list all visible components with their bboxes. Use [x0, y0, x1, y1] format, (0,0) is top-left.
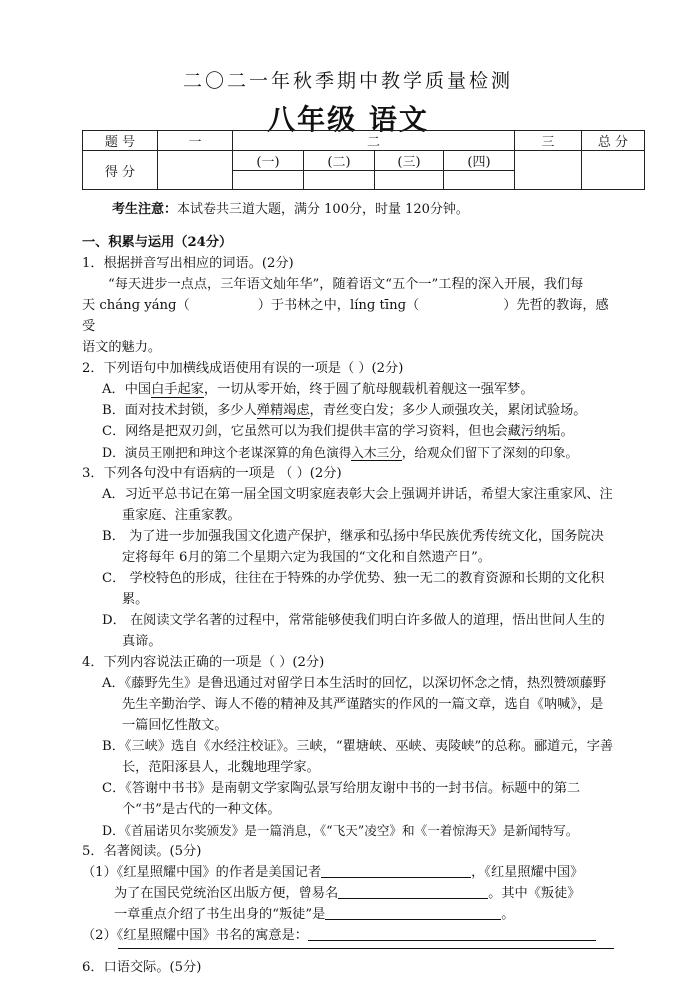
- q4-option-d: D．《首届诺贝尔奖颁发》是一篇消息，《“飞天”凌空》和《一着惊海天》是新闻特写。: [102, 823, 579, 838]
- q2-option-b-idiom: 殚精竭虑: [256, 403, 310, 418]
- q3-stem: 3．下列各句没中有语病的一项是 （ ）(2分): [82, 466, 342, 481]
- q3-option-c: C． 学校特色的形成，往往在于特殊的办学优势、独一无二的教育资源和长期的文化积累。: [102, 571, 605, 607]
- q1-text-a: 天 chánɡ yánɡ（: [82, 298, 190, 313]
- q5-stem: 5．名著阅读。(5分): [82, 844, 202, 859]
- exam-title: 二〇二一年秋季期中教学质量检测: [182, 70, 513, 92]
- q3-option-a: A．习近平总书记在第一届全国文明家庭表彰大会上强调并讲话，希望大家注重家风、注重家庭、注重家教。: [102, 487, 613, 523]
- score-subpart-3: (三): [375, 151, 444, 171]
- score-header-part3: 三: [515, 131, 582, 151]
- q1-stem: 1．根据拼音写出相应的词语。(2分): [82, 256, 294, 271]
- q4-option-b: B．《三峡》选自《水经注校证》。三峡，“瞿塘峡、巫峡、夷陵峡”的总称。郦道元，字善长，范阳涿县人，北魏地理学家。: [102, 739, 614, 775]
- exam-subject: 八年级 语文: [267, 103, 429, 136]
- score-cell-sub1[interactable]: [233, 171, 304, 190]
- q2-stem: 2．下列语句中加横线成语使用有误的一项是（ ）(2分): [82, 361, 404, 376]
- score-subpart-4: (四): [444, 151, 515, 171]
- q2-option-b: B．面对技术封锁，多少人殚精竭虑，青丝变白发；多少人顽强攻关，累闭试验场。: [102, 403, 587, 418]
- score-subpart-1: (一): [233, 151, 304, 171]
- q4-option-c: C．《答谢中书书》是南朝文学家陶弘景写给朋友谢中书的一封书信。标题中的第二个“书”是古代的一种文体。: [102, 781, 581, 817]
- q2-option-d-idiom: 入木三分: [351, 445, 402, 460]
- q5-blank-meaning-2[interactable]: [118, 948, 614, 949]
- exam-notice: [112, 198, 469, 217]
- q4-option-a: A．《藤野先生》是鲁迅通过对留学日本生活时的回忆，以深切怀念之情，热烈赞颂藤野先生辛勤治学、诲人不倦的精神及其严谨踏实的作风的一篇文章，选自《呐喊》，是一篇回忆性散文。: [102, 676, 607, 733]
- q3-option-b: B． 为了进一步加强我国文化遗产保护，继承和弘扬中华民族优秀传统文化，国务院决定将每年 6月的第二个星期六定为我国的“文化和自然遗产日”。: [102, 529, 604, 565]
- q1-text-c: ）先哲的教诲，感受: [82, 298, 609, 334]
- q6-stem: 6．口语交际。(5分): [82, 960, 202, 975]
- score-header-label: 题 号: [83, 131, 158, 151]
- q5-blank-author[interactable]: [321, 863, 471, 878]
- q5-blank-meaning-1[interactable]: [308, 926, 596, 941]
- q2-option-c: C．网络是把双刃剑，它虽然可以为我们提供丰富的学习资料，但也会藏污纳垢。: [102, 424, 574, 439]
- score-cell-part1[interactable]: [158, 151, 233, 190]
- q5-blank-traitor[interactable]: [325, 905, 501, 920]
- exam-content: [82, 232, 614, 978]
- q1-para: “每天进步一点点，三年语文灿年华”，随着语文“五个一”工程的深入开展，我们每: [108, 277, 584, 292]
- q3-option-d: D． 在阅读文学名著的过程中，常常能够使我们明白许多做人的道理，悟出世间人生的真谛。: [102, 613, 605, 649]
- q1-para-end: 语文的魅力。: [82, 340, 162, 355]
- q1-text-b: ）于书林之中，línɡ tīnɡ（: [257, 298, 420, 313]
- score-cell-sub4[interactable]: [444, 171, 515, 190]
- score-cell-sub2[interactable]: [304, 171, 375, 190]
- score-header-part1: 一: [158, 131, 233, 151]
- q5-sub1: （1）《红星照耀中国》的作者是美国记者 ，《红星照耀中国》 为了在国民党统治区出版方便，曾易名 。其中《叛徒》 一章重点介绍了书生出身的“叛徒”是 。: [82, 865, 584, 922]
- q2-option-c-idiom: 藏污纳垢: [507, 424, 561, 439]
- q4-stem: 4．下列内容说法正确的一项是（ ）(2分): [82, 655, 325, 670]
- score-table: [82, 130, 645, 190]
- score-cell-sub3[interactable]: [375, 171, 444, 190]
- notice-text: 本试卷共三道大题，满分 100分，时量 120分钟。: [177, 202, 469, 217]
- q2-option-a: A．中国白手起家，一切从零开始，终于圆了航母舰载机着舰这一强军梦。: [102, 382, 534, 397]
- q5-blank-alt-title[interactable]: [338, 884, 488, 899]
- score-row-label: 得 分: [83, 151, 158, 190]
- score-cell-total[interactable]: [582, 151, 645, 190]
- q5-sub2: （2）《红星照耀中国》书名的寓意是：: [82, 925, 614, 946]
- section-title: 一、积累与运用（24分）: [82, 235, 233, 250]
- score-header-part2: 二: [233, 131, 515, 151]
- q2-option-d: D．演员王刚把和珅这个老谋深算的角色演得入木三分，给观众们留下了深刻的印象。: [102, 445, 579, 460]
- q2-option-a-idiom: 白手起家: [151, 382, 204, 397]
- score-subpart-2: (二): [304, 151, 375, 171]
- q1-blanks-line: [82, 295, 614, 337]
- score-header-total: 总 分: [582, 131, 645, 151]
- score-cell-part3[interactable]: [515, 151, 582, 190]
- notice-label: 考生注意：: [112, 202, 178, 217]
